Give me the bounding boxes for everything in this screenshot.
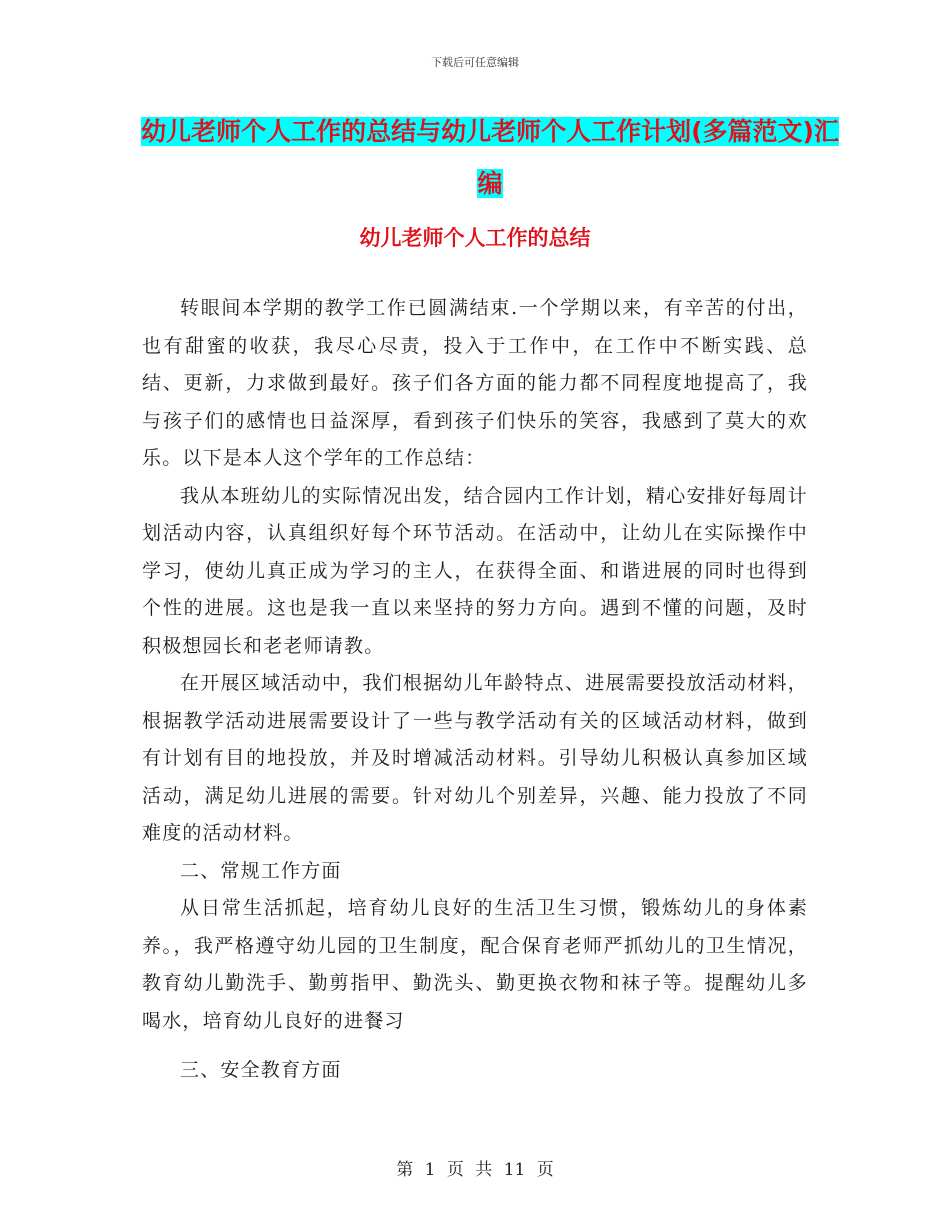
paragraph: 从日常生活抓起，培育幼儿良好的生活卫生习惯，锻炼幼儿的身体素养。，我严格遵守幼儿园的卫生制度，配合保育老师严抓幼儿的卫生情况，教育幼儿勤洗手、勤剪指甲、勤洗头、勤更换衣物和袜子等。提醒幼儿多喝水，培育幼儿良好的进餐习: [142, 897, 808, 1032]
header-note: 下载后可任意编辑: [431, 56, 519, 69]
document-title-text: 幼儿老师个人工作的总结与幼儿老师个人工作计划(多篇范文)汇编: [141, 117, 839, 198]
page-footer: 第 1 页 共 11 页: [396, 1160, 554, 1180]
paragraph: 转眼间本学期的教学工作已圆满结束.一个学期以来，有辛苦的付出，也有甜蜜的收获，我尽心尽责，投入于工作中，在工作中不断实践、总结、更新，力求做到最好。孩子们各方面的能力都不同程度地提高了，我与孩子们的感情也日益深厚，看到孩子们快乐的笑容，我感到了莫大的欢乐。以下是本人这个学年的工作总结：: [142, 297, 808, 469]
subheading: 二、常规工作方面: [180, 859, 342, 882]
section-title: 幼儿老师个人工作的总结: [359, 226, 591, 250]
paragraph: 我从本班幼儿的实际情况出发，结合园内工作计划，精心安排好每周计划活动内容，认真组织好每个环节活动。在活动中，让幼儿在实际操作中学习，使幼儿真正成为学习的主人，在获得全面、和谐进展的同时也得到个性的进展。这也是我一直以来坚持的努力方向。遇到不懂的问题，及时积极想园长和老老师请教。: [142, 484, 808, 657]
document-title: [140, 106, 840, 210]
subheading: 三、安全教育方面: [180, 1059, 342, 1081]
paragraph: 在开展区域活动中，我们根据幼儿年龄特点、进展需要投放活动材料，根据教学活动进展需要设计了一些与教学活动有关的区域活动材料，做到有计划有目的地投放，并及时增减活动材料。引导幼儿积极认真参加区域活动，满足幼儿进展的需要。针对幼儿个别差异，兴趣、能力投放了不同难度的活动材料。: [142, 672, 808, 844]
body-text: [142, 290, 808, 1090]
